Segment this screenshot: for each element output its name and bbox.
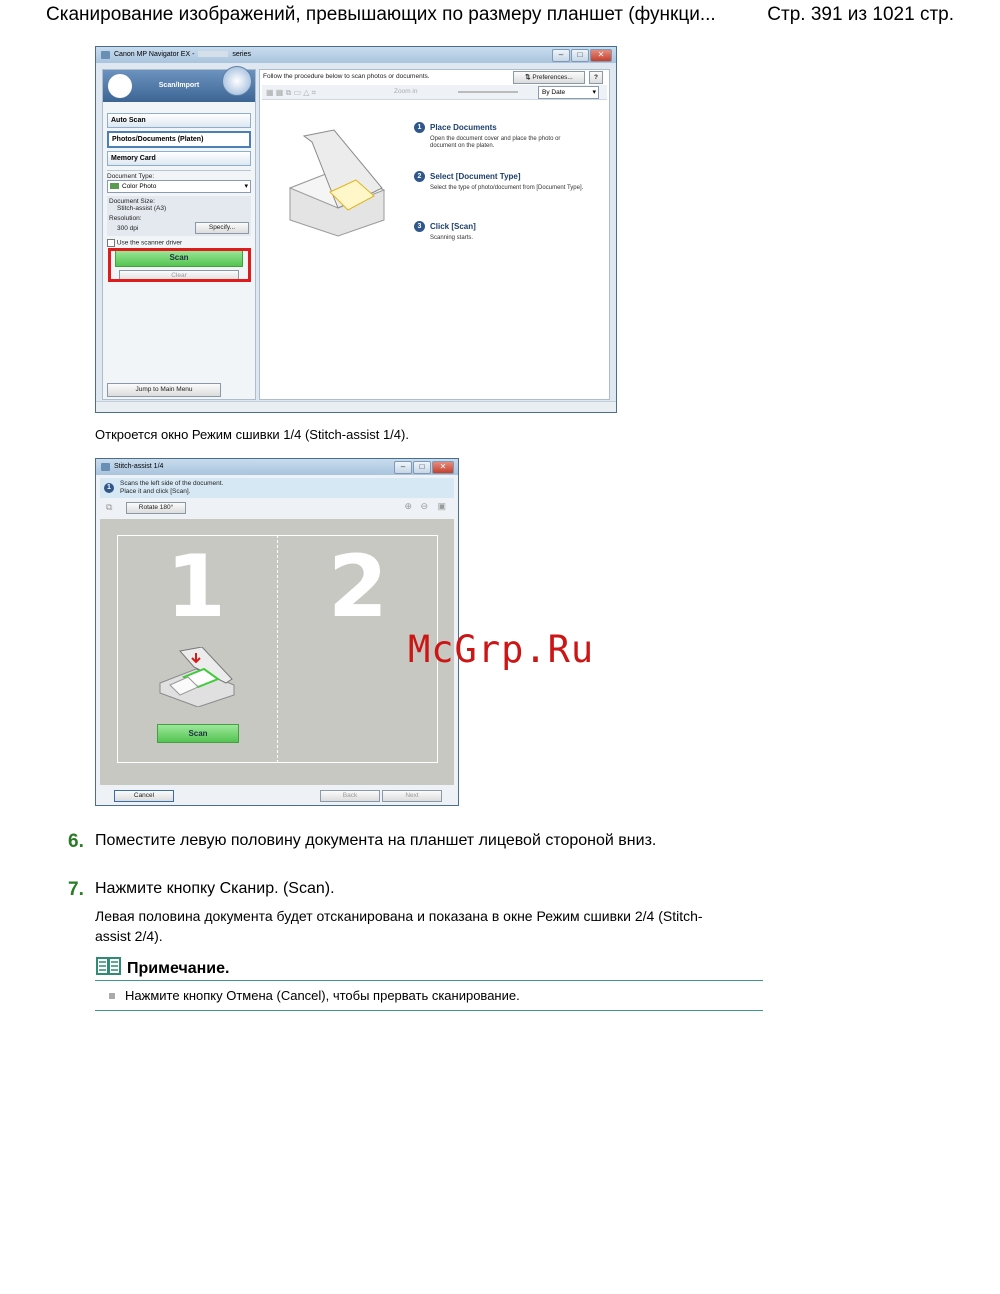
preferences-icon: ⇅ — [525, 74, 533, 81]
step-2-number: 2 — [414, 171, 425, 182]
zoom-label[interactable]: Zoom in — [394, 88, 418, 95]
stitch-assist-window — [95, 458, 459, 806]
step-3-number: 3 — [414, 221, 425, 232]
step-1-title: Place Documents — [430, 123, 497, 132]
photo-icon — [110, 183, 119, 189]
sidebar-header — [103, 70, 255, 102]
status-bar — [96, 401, 616, 412]
document-size-value: Stitch-assist (A3) — [117, 205, 167, 212]
zoom-in-icon[interactable]: ⊕ — [404, 501, 412, 511]
view-grid-icon[interactable]: ▦ ▦ ⧉ ▭ △ ⌗ — [266, 88, 317, 97]
scanner-icon — [108, 74, 132, 98]
step-7-text: Нажмите кнопку Сканир. (Scan). — [95, 880, 335, 897]
chevron-down-icon: ▾ — [244, 183, 248, 190]
step-6-number: 6. — [68, 831, 84, 852]
step-2-text: Select the type of photo/document from [Document Type]. — [430, 185, 584, 191]
panel-number-left: 1 — [166, 537, 226, 637]
info-line-2: Place it and click [Scan]. — [120, 488, 191, 495]
window-title: Stitch-assist 1/4 — [114, 463, 164, 470]
back-button[interactable]: Back — [320, 790, 380, 802]
sort-select[interactable] — [538, 86, 599, 99]
resolution-label: Resolution: — [109, 215, 142, 222]
tab-memory-card[interactable]: Memory Card — [107, 151, 251, 166]
divider-line — [277, 535, 278, 763]
note-bottom-rule — [95, 1010, 763, 1011]
info-step-number: 1 — [104, 483, 114, 493]
window-titlebar — [96, 459, 458, 475]
scanner-illustration — [284, 128, 390, 238]
info-line-1: Scans the left side of the document. — [120, 480, 224, 487]
page-counter: Стр. 391 из 1021 стр. — [767, 4, 954, 25]
rotate-button[interactable]: Rotate 180° — [126, 502, 186, 514]
mp-navigator-window — [95, 46, 617, 413]
tab-auto-scan[interactable]: Auto Scan — [107, 113, 251, 128]
panel-number-right: 2 — [328, 537, 388, 637]
minimize-icon[interactable]: – — [552, 49, 570, 62]
note-top-rule — [95, 980, 763, 981]
note-item: Нажмите кнопку Отмена (Cancel), чтобы прервать сканирование. — [125, 988, 520, 1003]
scan-button[interactable]: Scan — [115, 249, 243, 267]
instruction-text: Follow the procedure below to scan photos or documents. — [263, 73, 430, 80]
step-3-title: Click [Scan] — [430, 222, 476, 231]
document-type-value: Color Photo — [122, 183, 157, 190]
close-icon[interactable]: ✕ — [432, 461, 454, 474]
preferences-label: Preferences... — [532, 74, 573, 81]
step-7-description-line-2: assist 2/4). — [95, 928, 163, 944]
document-type-select[interactable] — [107, 180, 251, 193]
document-type-label: Document Type: — [107, 173, 155, 180]
note-title: Примечание. — [127, 960, 230, 977]
window-titlebar — [96, 47, 616, 63]
note-bullet-icon — [109, 993, 115, 999]
step-7-description-line-1: Левая половина документа будет отсканирована и показана в окне Режим сшивки 2/4 (Stitch- — [95, 908, 703, 924]
tab-photos-documents[interactable]: Photos/Documents (Platen) — [107, 131, 251, 148]
toolbar — [100, 501, 454, 515]
minimize-icon[interactable]: – — [394, 461, 412, 474]
step-3-text: Scanning starts. — [430, 235, 474, 241]
sidebar-title: Scan/Import — [158, 82, 200, 89]
chevron-down-icon: ▾ — [592, 89, 596, 96]
maximize-icon[interactable]: □ — [413, 461, 431, 474]
stitch-scan-button[interactable]: Scan — [157, 724, 239, 743]
preferences-button[interactable] — [513, 71, 585, 84]
jump-to-main-menu-button[interactable]: Jump to Main Menu — [107, 383, 221, 397]
window-title-suffix: series — [232, 51, 252, 58]
clear-button[interactable]: Clear — [119, 270, 239, 282]
specify-button[interactable]: Specify... — [195, 222, 249, 234]
main-pane — [259, 69, 610, 400]
step-2-title: Select [Document Type] — [430, 172, 521, 181]
copy-icon[interactable]: ⧉ — [106, 502, 113, 512]
globe-icon[interactable] — [222, 66, 252, 96]
window-title-prefix: Canon MP Navigator EX - — [114, 51, 195, 58]
app-icon — [101, 463, 110, 471]
toolbar — [262, 85, 607, 100]
document-size-label: Document Size: — [109, 198, 155, 205]
scanner-driver-option[interactable] — [107, 239, 251, 247]
scanner-driver-label: Use the scanner driver — [116, 239, 183, 247]
preview-area — [100, 519, 454, 785]
bottom-bar — [96, 785, 458, 805]
scanner-illustration — [154, 647, 236, 707]
watermark: McGrp.Ru — [408, 628, 595, 671]
app-icon — [101, 51, 110, 59]
step-7-number: 7. — [68, 879, 84, 900]
sidebar — [102, 69, 256, 400]
step-6-text: Поместите левую половину документа на планшет лицевой стороной вниз. — [95, 832, 657, 849]
step-1-number: 1 — [414, 122, 425, 133]
zoom-slider[interactable] — [458, 91, 518, 93]
sort-value: By Date — [542, 89, 566, 96]
caption-stitch-assist: Откроется окно Режим сшивки 1/4 (Stitch-assist 1/4). — [95, 427, 409, 442]
maximize-icon[interactable]: □ — [571, 49, 589, 62]
book-icon — [96, 956, 122, 976]
zoom-out-icon[interactable]: ⊖ — [420, 501, 428, 511]
next-button[interactable]: Next — [382, 790, 442, 802]
cancel-button[interactable]: Cancel — [114, 790, 174, 802]
checkbox-icon[interactable] — [107, 239, 115, 247]
document-title: Сканирование изображений, превышающих по размеру планшет (функци... — [46, 4, 716, 25]
step-1-text: Open the document cover and place the photo or document on the platen. — [430, 136, 561, 149]
page-header — [46, 4, 954, 26]
close-icon[interactable]: ✕ — [590, 49, 612, 62]
info-bar — [100, 478, 454, 498]
scan-button-highlight — [108, 248, 251, 282]
help-button[interactable]: ? — [589, 71, 603, 84]
step-7-description — [95, 906, 775, 946]
fit-icon[interactable]: ▣ — [437, 501, 446, 511]
redacted-model — [198, 51, 228, 57]
resolution-value: 300 dpi — [117, 224, 139, 232]
